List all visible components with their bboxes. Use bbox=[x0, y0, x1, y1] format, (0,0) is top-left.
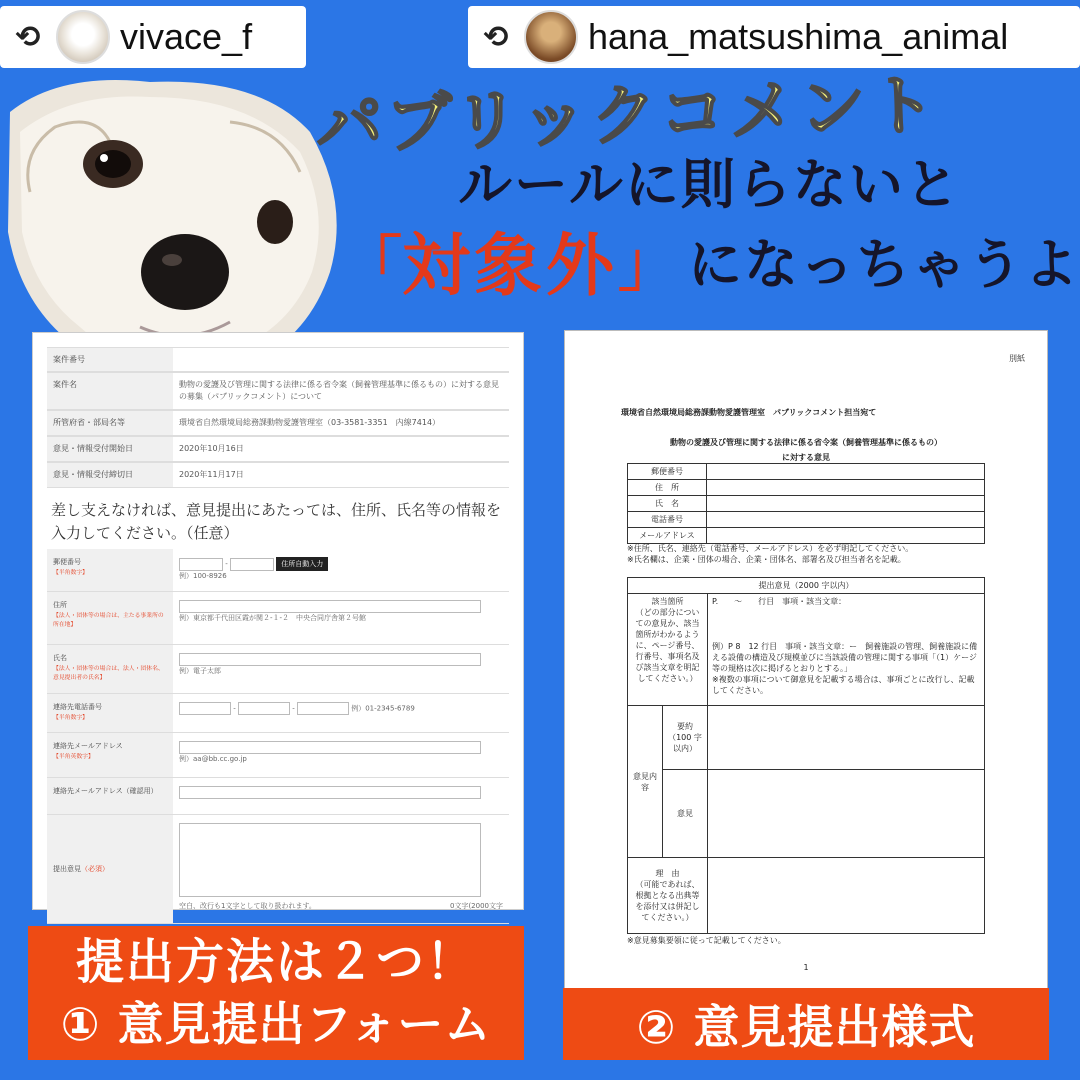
name-input[interactable] bbox=[179, 653, 481, 666]
headline-line2: ルールに則らないと bbox=[458, 153, 961, 216]
contact-row: 郵便番号 bbox=[628, 464, 985, 480]
opinion-paper-template bbox=[564, 330, 1048, 990]
row-value bbox=[173, 348, 509, 371]
row-value: 環境省自然環境局総務課動物愛護管理室（03-3581-3351 内線7414） bbox=[179, 418, 441, 427]
phone-input-3[interactable] bbox=[297, 702, 349, 715]
name-example: 例）電子太郎 bbox=[179, 667, 221, 675]
address-autofill-button[interactable]: 住所自動入力 bbox=[276, 557, 328, 571]
target-cell: 該当箇所 （どの部分についての意見か、該当箇所がわかるように、ページ番号、行番号、事項名及び該当文章を明記してください。） bbox=[628, 594, 708, 706]
repost-icon: ⟲ bbox=[483, 19, 509, 55]
optional-info-note: 差し支えなければ、意見提出にあたっては、住所、氏名等の情報を入力してください。（任意） bbox=[51, 501, 502, 542]
opinion-textarea[interactable] bbox=[179, 823, 481, 897]
row-label: 所管府省・部局名等 bbox=[47, 411, 173, 435]
case-info-row bbox=[47, 347, 509, 372]
email-label: 連絡先メールアドレス 【半角英数字】 bbox=[47, 733, 173, 777]
phone-input-2[interactable] bbox=[238, 702, 290, 715]
opinion-title: 提出意見（2000 字以内） bbox=[628, 578, 985, 594]
reason-cell: 理 由 （可能であれば、根拠となる出典等を添付又は併記してください。） bbox=[628, 858, 708, 934]
headline-line3-rest: になっちゃうよ bbox=[688, 232, 1080, 296]
row-label: 意見・情報受付締切日 bbox=[47, 463, 173, 487]
email-row bbox=[47, 733, 509, 778]
opinion-content-label: 意見内容 bbox=[628, 706, 663, 858]
bracket-open: 「 bbox=[342, 230, 402, 300]
zip-input-2[interactable] bbox=[230, 558, 274, 571]
name-label: 氏名 【法人・団体等の場合は、法人・団体名、意見提出者の氏名】 bbox=[47, 645, 173, 693]
submit-style-label: ② 意見提出様式 bbox=[563, 988, 1049, 1060]
contact-table bbox=[627, 463, 985, 544]
headline-katakana: パブリックコメント bbox=[315, 66, 941, 165]
opinion-web-form bbox=[32, 332, 524, 910]
row-value: 2020年10月16日 bbox=[179, 444, 244, 453]
address-row bbox=[47, 592, 509, 645]
phone-label: 連絡先電話番号 【半角数字】 bbox=[47, 694, 173, 732]
char-counter: 0文字(2000文字 bbox=[450, 902, 503, 910]
headline-line3 bbox=[342, 215, 1080, 305]
email-confirm-row bbox=[47, 778, 509, 815]
contact-notes: ※住所、氏名、連絡先（電話番号、メールアドレス）を必ず明記してください。 ※氏名欄は、企業・団体の場合、企業・団体名、部署名及び担当者名を記載。 bbox=[627, 544, 914, 564]
page-number: 1 bbox=[803, 963, 809, 972]
headline-target: 対象外 bbox=[402, 226, 619, 306]
row-label: 意見・情報受付開始日 bbox=[47, 437, 173, 461]
row-label: 案件名 bbox=[47, 373, 173, 409]
contact-input-table bbox=[47, 549, 509, 924]
address-label: 住所 【法人・団体等の場合は、主たる事業所の所在地】 bbox=[47, 592, 173, 644]
paper-recipient: 環境省自然環境局総務課動物愛護管理室 パブリックコメント担当宛て bbox=[621, 408, 877, 417]
zip-row: 郵便番号 【半角数字】 - 住所自動入力 例）100-8926 bbox=[47, 549, 509, 592]
opinion-table bbox=[627, 577, 985, 934]
zip-label: 郵便番号 【半角数字】 bbox=[47, 549, 173, 591]
contact-row: 氏 名 bbox=[628, 496, 985, 512]
paper-ref: 別紙 bbox=[1009, 354, 1025, 363]
detail-label: 意見 bbox=[663, 770, 708, 858]
case-info-row bbox=[47, 372, 509, 410]
case-info-row bbox=[47, 410, 509, 436]
email-confirm-input[interactable] bbox=[179, 786, 481, 799]
case-info-row bbox=[47, 436, 509, 462]
bracket-close: 」 bbox=[618, 230, 679, 300]
phone-row: 連絡先電話番号 【半角数字】 - - 例）01-2345-6789 bbox=[47, 694, 509, 733]
address-example: 例）東京都千代田区霞が関２-１-２ 中央合同庁舎第２号館 bbox=[179, 614, 367, 622]
row-label: 案件番号 bbox=[47, 348, 173, 371]
username[interactable]: vivace_f bbox=[120, 16, 253, 57]
opinion-note: 空白、改行も1文字として取り扱われます。 bbox=[179, 902, 316, 910]
repost-header-vivace[interactable] bbox=[0, 6, 306, 68]
email-example: 例）aa@bb.cc.go.jp bbox=[179, 755, 247, 763]
paper-footer-note: ※意見募集要領に従って記載してください。 bbox=[627, 936, 786, 945]
phone-example: 例）01-2345-6789 bbox=[351, 704, 415, 713]
contact-row: メールアドレス bbox=[628, 528, 985, 544]
email-confirm-label: 連絡先メールアドレス（確認用） bbox=[47, 778, 173, 814]
address-input[interactable] bbox=[179, 600, 481, 613]
paper-heading: 動物の愛護及び管理に関する法律に係る省令案（飼養管理基準に係るもの） に対する意見 bbox=[670, 438, 942, 462]
email-input[interactable] bbox=[179, 741, 481, 754]
opinion-row bbox=[47, 815, 509, 924]
username[interactable]: hana_matsushima_animal bbox=[588, 16, 1009, 57]
zip-input-1[interactable] bbox=[179, 558, 223, 571]
zip-example: 例）100-8926 bbox=[179, 572, 227, 580]
contact-row: 住 所 bbox=[628, 480, 985, 496]
row-value: 動物の愛護及び管理に関する法律に係る省令案（飼養管理基準に係るもの）に対する意見の募集（パブリックコメント）について bbox=[179, 380, 499, 401]
repost-icon: ⟲ bbox=[15, 19, 41, 55]
case-info-table bbox=[47, 347, 509, 488]
owner-avatar[interactable] bbox=[524, 10, 578, 64]
opinion-label: 提出意見 （必須） bbox=[47, 815, 173, 923]
row-value: 2020年11月17日 bbox=[179, 470, 244, 479]
contact-row: 電話番号 bbox=[628, 512, 985, 528]
case-info-row bbox=[47, 462, 509, 488]
dog-avatar[interactable] bbox=[56, 10, 110, 64]
name-row bbox=[47, 645, 509, 694]
submit-form-label: ① 意見提出フォーム bbox=[60, 997, 492, 1051]
phone-input-1[interactable] bbox=[179, 702, 231, 715]
summary-label: 要約（100 字以内） bbox=[663, 706, 708, 770]
target-value-cell: P. 〜 行目 事項・該当文章： 例）P 8 12 行目 事項・該当文章：ー 飼養施設の管理、飼養施設に備える設備の構造及び規模並びに当該設備の管理に関する事項「（1）ケージ等の規格は次に掲げるとおりとする。」 ※複数の事項について御意見を記載する場合は、事項ごとに改行し、記載してください。 bbox=[708, 594, 985, 706]
submit-methods-banner bbox=[28, 926, 524, 1060]
submit-methods-title: 提出方法は２つ！ bbox=[75, 934, 476, 990]
